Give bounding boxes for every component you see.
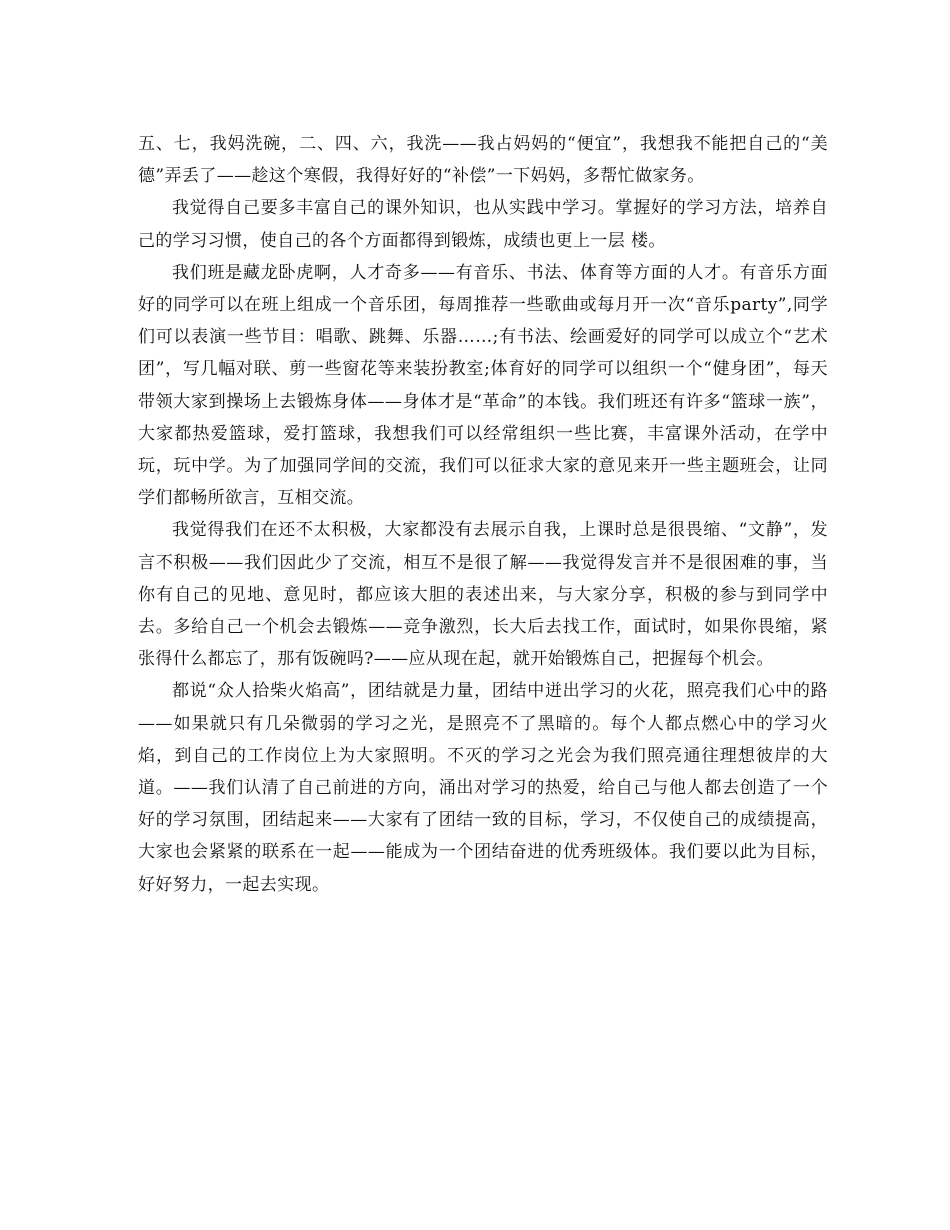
paragraph-3: 我们班是藏龙卧虎啊，人才奇多——有音乐、书法、体育等方面的人才。有音乐方面好的同学可以在班上组成一个音乐团，每周推荐一些歌曲或每月开一次“音乐party”,同学们可以表演一些节目：唱歌、跳舞、乐器……;有书法、绘画爱好的同学可以成立个“艺术团”，写几幅对联、剪一些窗花等来装扮教室;体育好的同学可以组织一个“健身团”，每天带领大家到操场上去锻炼身体——身体才是“革命”的本钱。我们班还有许多“篮球一族”，大家都热爱篮球，爱打篮球，我想我们可以经常组织一些比赛，丰富课外活动，在学中玩，玩中学。为了加强同学间的交流，我们可以征求大家的意见来开一些主题班会，让同学们都畅所欲言，互相交流。 bbox=[138, 262, 828, 509]
paragraph-2: 我觉得自己要多丰富自己的课外知识，也从实践中学习。掌握好的学习方法，培养自己的学习习惯，使自己的各个方面都得到锻炼，成绩也更上一层 楼。 bbox=[138, 198, 828, 251]
paragraph-4: 我觉得我们在还不太积极，大家都没有去展示自我，上课时总是很畏缩、“文静”，发言不积极——我们因此少了交流，相互不是很了解——我觉得发言并不是很困难的事，当你有自己的见地、意见时，都应该大胆的表述出来，与大家分享，积极的参与到同学中去。多给自己一个机会去锻炼——竞争激烈，长大后去找工作，面试时，如果你畏缩，紧张得什么都忘了，那有饭碗吗?——应从现在起，就开始锻炼自己，把握每个机会。 bbox=[138, 520, 828, 670]
document-body bbox=[138, 128, 828, 901]
paragraph-1: 五、七，我妈洗碗，二、四、六，我洗——我占妈妈的“便宜”，我想我不能把自己的“美德”弄丢了——趁这个寒假，我得好好的“补偿”一下妈妈，多帮忙做家务。 bbox=[138, 134, 828, 187]
paragraph-5: 都说“众人拾柴火焰高”，团结就是力量，团结中迸出学习的火花，照亮我们心中的路——如果就只有几朵微弱的学习之光，是照亮不了黑暗的。每个人都点燃心中的学习火焰，到自己的工作岗位上为大家照明。不灭的学习之光会为我们照亮通往理想彼岸的大道。——我们认清了自己前进的方向，涌出对学习的热爱，给自己与他人都去创造了一个好的学习氛围，团结起来——大家有了团结一致的目标，学习，不仅使自己的成绩提高，大家也会紧紧的联系在一起——能成为一个团结奋进的优秀班级体。我们要以此为目标，好好努力，一起去实现。 bbox=[138, 681, 828, 895]
